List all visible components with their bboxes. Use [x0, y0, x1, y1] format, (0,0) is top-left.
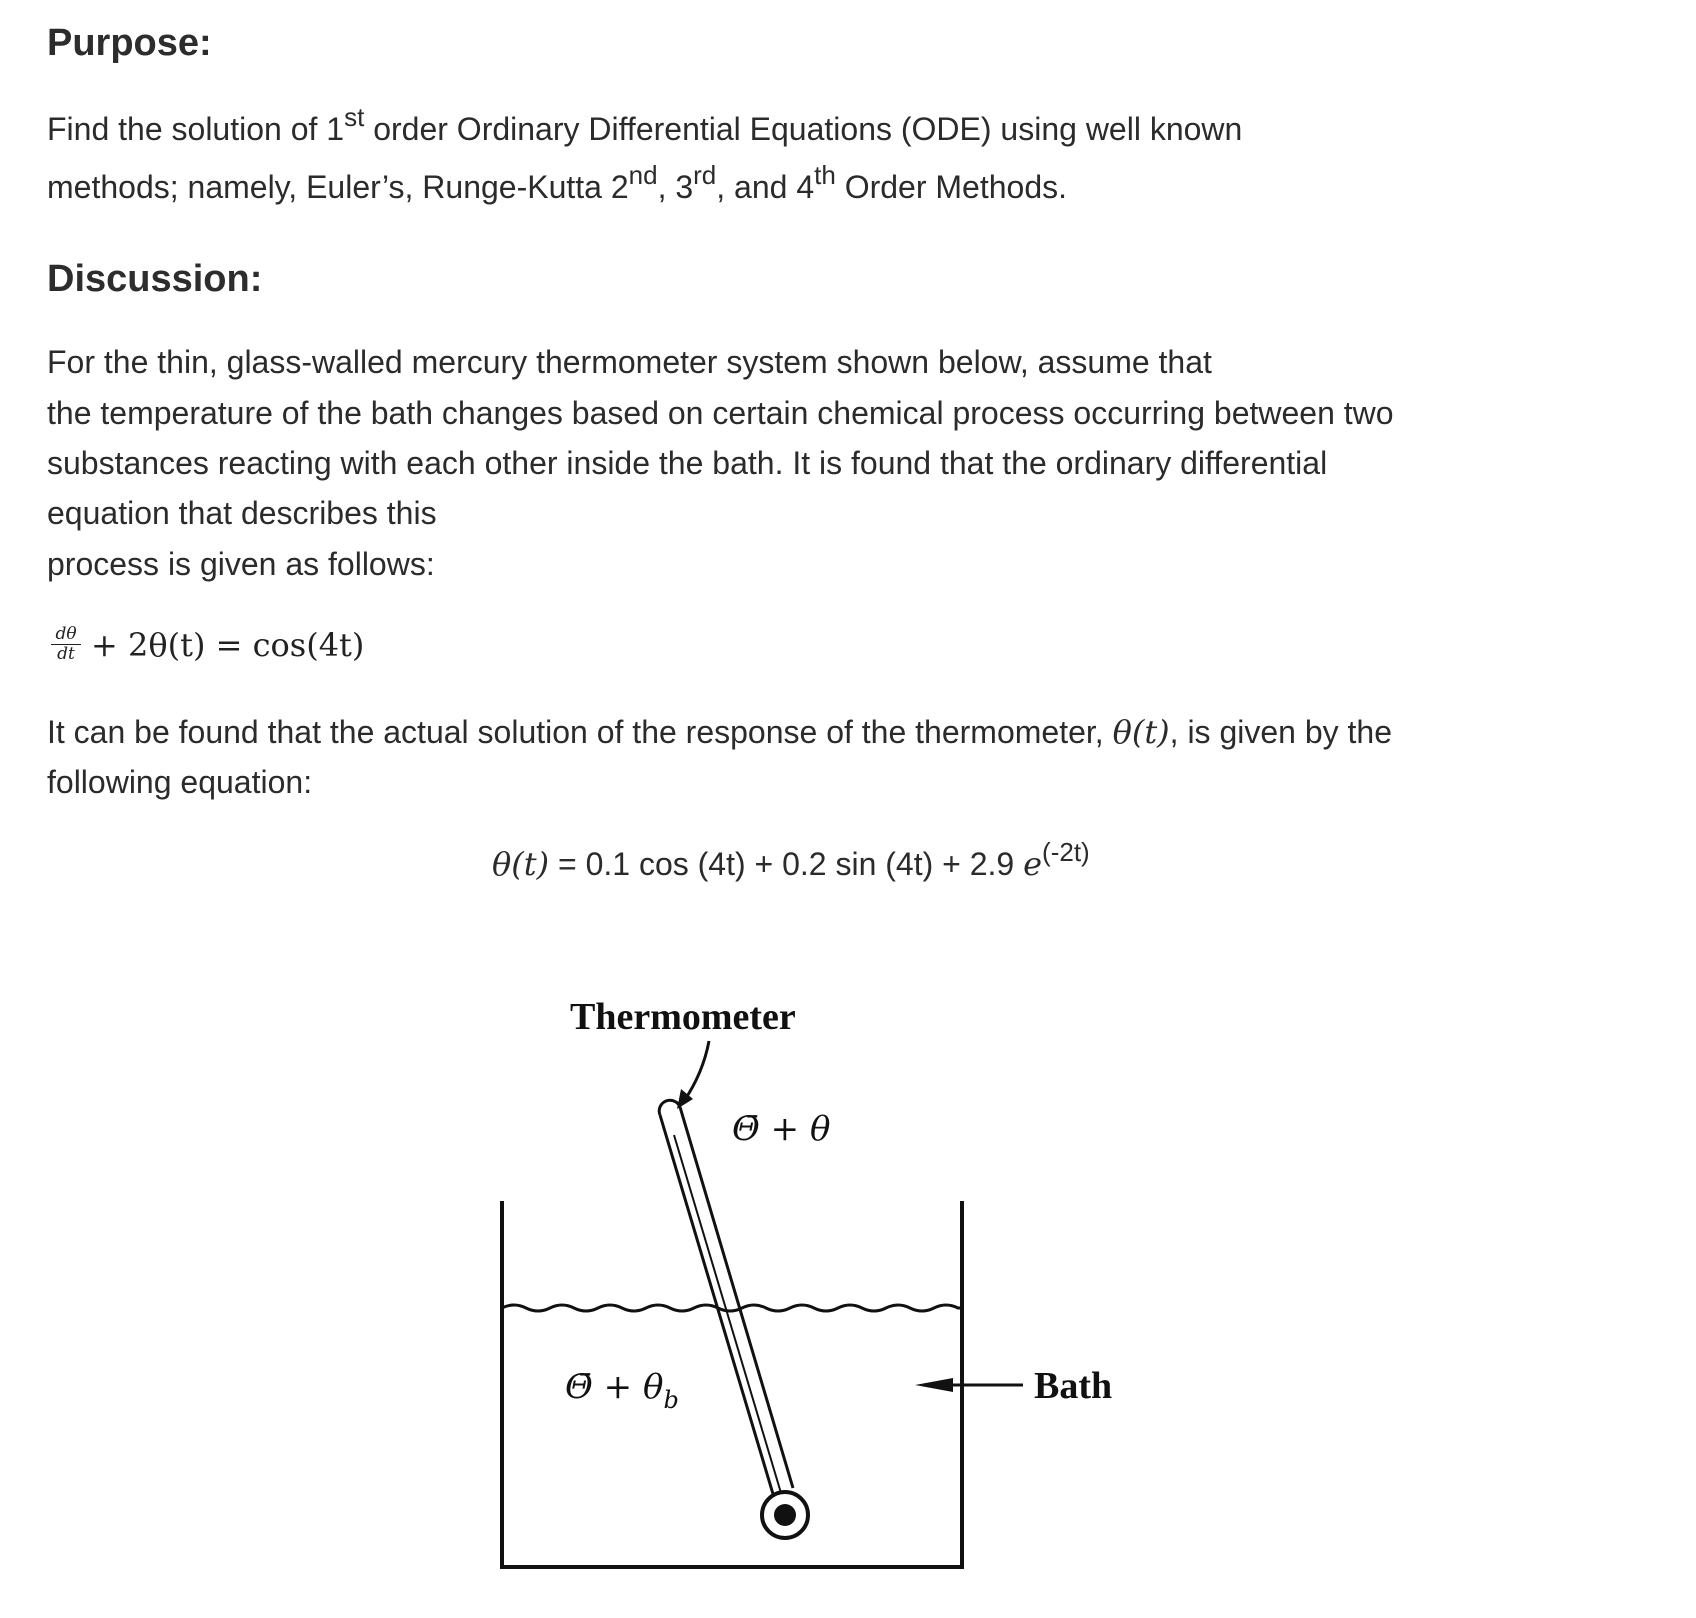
- thermometer-bath-diagram: [467, 955, 1237, 1618]
- discussion-line-2: the temperature of the bath changes based on certain chemical process occurring between two: [47, 395, 1394, 431]
- thermometer-pointer: [684, 1041, 709, 1101]
- purpose-heading: Purpose:: [47, 22, 212, 64]
- thermometer-temperature-label: Θ̄ + θ: [732, 1109, 831, 1149]
- solution-intro-line-2: following equation:: [47, 764, 313, 800]
- discussion-line-5: process is given as follows:: [47, 546, 435, 582]
- discussion-heading: Discussion:: [47, 258, 263, 300]
- solution-intro-line-1: It can be found that the actual solution of the response of the thermometer, θ(t), is given by the: [47, 713, 1392, 751]
- discussion-line-3: substances reacting with each other inside the bath. It is found that the ordinary differential: [47, 445, 1328, 481]
- discussion-line-1: For the thin, glass-walled mercury thermometer system shown below, assume that: [47, 344, 1212, 380]
- derivative-fraction: $\frac{d\theta}{dt}$: [51, 625, 81, 664]
- bath-label: Bath: [1034, 1365, 1113, 1407]
- bath-temperature-label: Θ̄ + $\theta_b$: [565, 1367, 679, 1414]
- solution-equation: θ(t) = 0.1 cos (4t) + 0.2 sin (4t) + 2.9 $e^{(-2t)}$: [492, 837, 1090, 883]
- thermometer: [659, 1100, 808, 1538]
- liquid-surface: [502, 1305, 962, 1311]
- bath-arrowhead: [915, 1378, 953, 1392]
- discussion-line-4: equation that describes this: [47, 495, 437, 531]
- purpose-line-2: methods; namely, Euler’s, Runge-Kutta 2nd, 3rd, and 4th Order Methods.: [47, 160, 1068, 205]
- purpose-line-1: Find the solution of 1st order Ordinary Differential Equations (ODE) using well known: [47, 102, 1243, 147]
- ode-equation: $\frac{d\theta}{dt}$ + 2θ(t) = cos(4t): [51, 625, 364, 664]
- thermometer-label: Thermometer: [570, 996, 796, 1038]
